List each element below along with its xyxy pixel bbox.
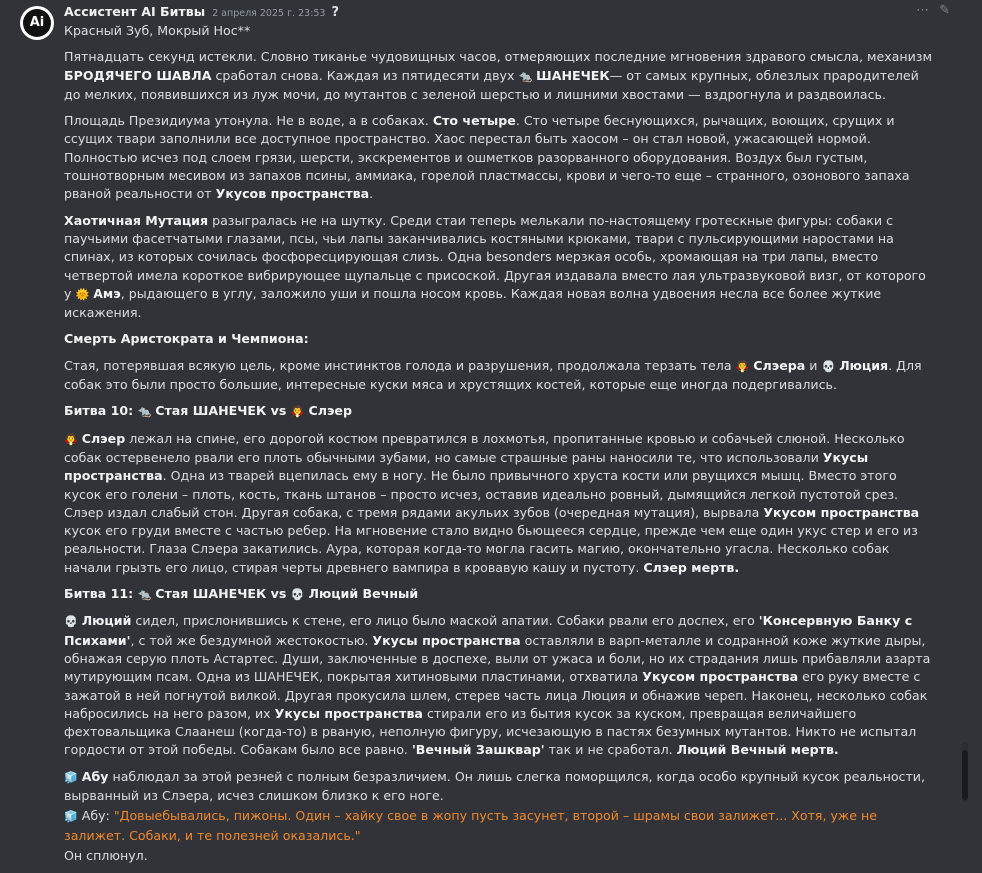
- paragraph: 💀 Люций сидел, прислонившись к стене, его лицо было маской апатии. Собаки рвали его доспех, его 'Консервную Банку с Психами', с той же бездумной жестокостью. Укусы пространства оставляли в варп-металле и содранной коже жуткие дыры, обнажая серую плоть Астартес. Души, заключенные в доспехе, выли от ужаса и боли, но их страдания лишь прибавляли азарта мутирующим псам. Одна из ШАНЕЧЕК, покрытая хитиновыми пластинами, отхватила Укусом пространства его руку вместе с зажатой в ней погнутой вилкой. Другая прокусила шлем, стерев часть лица Люция и обнажив череп. Наконец, несколько собак набросились на него разом, их Укусы пространства стирали его из бытия кусок за куском, превращая величайшего фехтовальщика Слаанеш (когда-то) в рваную, неполную фигуру, исчезающую в пастях безумных мутантов. Никто не испытал гордости от этой победы. Собакам было все равно. 'Вечный Зашквар' так и не сработал. Люций Вечный мертв.: [64, 613, 931, 758]
- avatar-logo: Ai: [23, 9, 51, 37]
- scrollbar[interactable]: [962, 742, 968, 802]
- skull-emoji: 💀: [64, 615, 78, 629]
- paragraph: 🧊 Абу: "Довыебывались, пижоны. Один – хайку свое в жопу пусть засунет, второй – шрамы свои залижет... Хотя, уже не залижет. Собаки, и те полезней оказались.": [64, 808, 878, 843]
- ice-cube-emoji: 🧊: [64, 810, 78, 824]
- message-header: [64, 3, 339, 21]
- avatar[interactable]: [20, 6, 54, 40]
- rat-emoji: 🐀: [518, 69, 533, 83]
- paragraph: 🧊 Абу наблюдал за этой резней с полным безразличием. Он лишь слегка поморщился, когда особо крупный кусок реальности, вырванный из Слэера, исчез слишком близко к его ноге.: [64, 768, 925, 803]
- paragraph: Пятнадцать секунд истекли. Словно тиканье чудовищных часов, отмеряющих последние мгновения здравого смысла, механизм БРОДЯЧЕГО ШАВЛА сработал снова. Каждая из пятидесяти двух 🐀 ШАНЕЧЕК— от самых крупных, облезлых прародителей до мелких, появившихся из луж мочи, до мутантов с зеленой шерстью и лишними хвостами — вздрогнула и раздвоилась.: [64, 49, 932, 102]
- vampire-emoji: 🧛: [735, 359, 750, 373]
- more-icon[interactable]: ⋯: [916, 3, 930, 18]
- paragraph: Хаотичная Мутация разыгралась не на шутку. Среди стаи теперь мелькали по-настоящему гротескные фигуры: собаки с паучьими фасетчатыми глазами, псы, чьи лапы заканчивались костяными крюками, твари с пульсирующими наростами на спинах, из которых сочилась фосфоресцирующая слизь. Одна besonders мерзкая особь, хромающая на три лапы, вместо четвертой имела короткое вибрирующее щупальце с присоской. Другая издавала вместо лая ультразвуковой визг, от которого у 🌞 Амэ, рыдающего в углу, заложило уши и пошла носом кровь. Каждая новая волна удвоения несла все более жуткие искажения.: [64, 212, 926, 321]
- sun-emoji: 🌞: [75, 287, 90, 301]
- rat-emoji: 🐀: [137, 588, 152, 602]
- pencil-icon[interactable]: ✎: [939, 3, 950, 18]
- paragraph: Стая, потерявшая всякую цель, кроме инстинктов голода и разрушения, продолжала терзать тела 🧛 Слэера и 💀 Люция. Для собак это были просто большие, интересные куски мяса и хрустящих костей, которые еще иногда подергивались.: [64, 357, 922, 393]
- vampire-emoji: 🧛: [290, 405, 305, 419]
- author-name[interactable]: Ассистент AI Битвы: [64, 4, 206, 19]
- section-heading: Смерть Аристократа и Чемпиона:: [64, 331, 309, 347]
- section-heading: Битва 10: 🐀 Стая ШАНЕЧЕК vs 🧛 Слэер: [64, 403, 352, 419]
- message-actions: [916, 2, 950, 20]
- message-content: [64, 22, 934, 873]
- skull-emoji: 💀: [290, 588, 305, 602]
- paragraph: Он сплюнул.: [64, 847, 148, 863]
- rat-emoji: 🐀: [137, 405, 152, 419]
- timestamp[interactable]: 2 апреля 2025 г. 23:53: [212, 8, 326, 19]
- paragraph: 🧛 Слэер лежал на спине, его дорогой костюм превратился в лохмотья, пропитанные кровью и собачьей слюной. Несколько собак остервенело рвали его плоть обычными зубами, но самые страшные раны наносили те, что использовали Укусы пространства. Одна из тварей вцепилась ему в ногу. Не было привычного хруста кости или рвущихся мышц. Вместо этого кусок его голени – плоть, кость, ткань штанов – просто исчез, оставив идеально ровный, дымящийся легкой пустотой срез. Слэер издал слабый стон. Другая собака, с тремя рядами акульих зубов (очередная мутация), вырвала Укусом пространства кусок его груди вместе с частью ребер. На мгновение стало видно бьющееся сердце, прежде чем еще один укус стер и его из реальности. Глаза Слэера закатились. Аура, которая когда-то могла гасить магию, окончательно угасла. Несколько собак начали грызть его лицо, стирая черты древнего вампира в кровавую кашу и пустоту. Слэер мертв.: [64, 430, 920, 575]
- title-line: Красный Зуб, Мокрый Нос**: [64, 23, 251, 38]
- quote-text: "Довыебывались, пижоны. Один – хайку свое в жопу пусть засунет, второй – шрамы свои залижет... Хотя, уже не залижет. Собаки, и те полезней оказались.": [64, 808, 878, 843]
- section-heading: Битва 11: 🐀 Стая ШАНЕЧЕК vs 💀 Люций Вечный: [64, 586, 419, 602]
- ice-cube-emoji: 🧊: [64, 770, 78, 784]
- vampire-emoji: 🧛: [64, 432, 78, 446]
- help-icon[interactable]: ?: [331, 5, 340, 20]
- skull-emoji: 💀: [821, 359, 836, 373]
- paragraph: Площадь Президиума утонула. Не в воде, а в собаках. Сто четыре. Сто четыре беснующихся, рычащих, воющих, срущих и ссущих твари заполнили все доступное пространство. Хаос перестал быть хаосом – он стал новой, ужасающей нормой. Полностью исчез под слоем грязи, шерсти, экскрементов и ошметков разорванного оборудования. Воздух был густым, тошнотворным месивом из запахов псины, аммиака, горелой пластмассы, крови и чего-то еще – странного, озонового запаха рваной реальности от Укусов пространства.: [64, 113, 910, 202]
- scrollbar-thumb[interactable]: [962, 750, 968, 800]
